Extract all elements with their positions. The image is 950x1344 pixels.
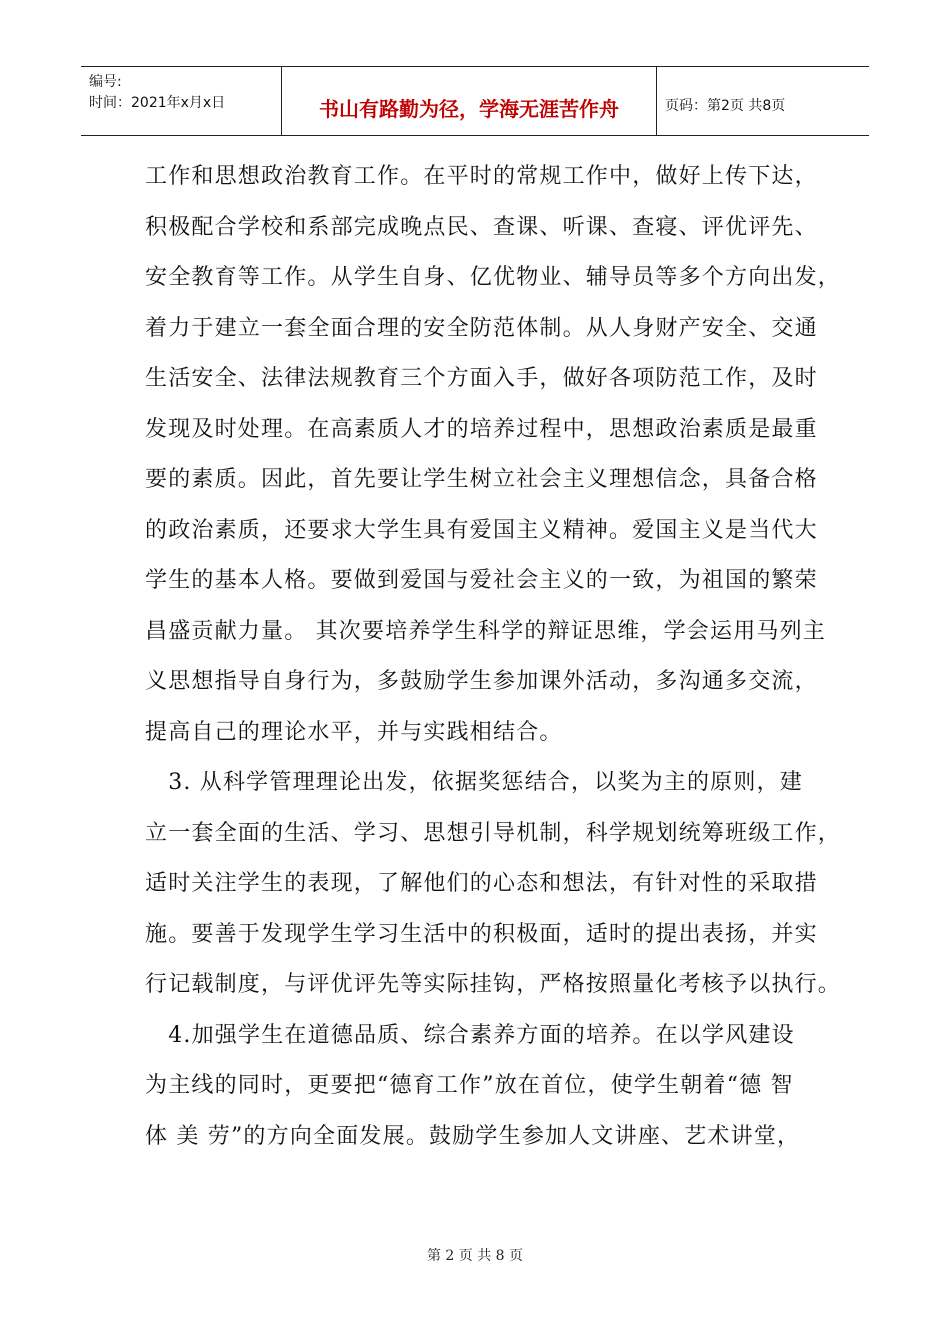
header-motto-cell [282,67,657,135]
page-info: 页码：第2页 共8页 [665,98,786,114]
time-label: 时间：2021年x月x日 [89,95,226,111]
text-line: 立一套全面的生活、学习、思想引导机制，科学规划统筹班级工作， [145,820,842,846]
text-line: 为主线的同时，更要把“德育工作”放在首位，使学生朝着“德 智 [145,1073,794,1098]
text-line: 行记载制度，与评优评先等实际挂钩，严格按照量化考核予以执行。 [145,972,842,997]
text-line: 学生的基本人格。要做到爱国与爱社会主义的一致，为祖国的繁荣 [145,568,818,593]
header-meta [81,67,282,135]
text-line: 的政治素质，还要求大学生具有爱国主义精神。爱国主义是当代大 [145,517,818,543]
text-line: 昌盛贡献力量。 其次要培养学生科学的辩证思维，学会运用马列主 [145,618,826,644]
text-line: 安全教育等工作。从学生自身、亿优物业、辅导员等多个方向出发， [145,265,842,290]
text-line: 义思想指导自身行为，多鼓励学生参加课外活动，多沟通多交流， [145,669,818,694]
text-line: 着力于建立一套全面合理的安全防范体制。从人身财产安全、交通 [145,315,818,341]
text-line: 积极配合学校和系部完成晚点民、查课、听课、查寝、评优评先、 [145,214,818,240]
text-line: 要的素质。因此，首先要让学生树立社会主义理想信念，具备合格 [145,467,818,492]
text-line: 发现及时处理。在高素质人才的培养过程中，思想政治素质是最重 [145,416,818,442]
page-header [81,66,869,136]
text-line: 适时关注学生的表现，了解他们的心态和想法，有针对性的采取措 [145,871,818,896]
text-line: 施。要善于发现学生学习生活中的积极面，适时的提出表扬，并实 [145,921,818,947]
text-line: 3. 从科学管理理论出发，依据奖惩结合，以奖为主的原则，建 [145,770,803,795]
code-label: 编号: [89,74,122,90]
page-footer: 第 2 页 共 8 页 [426,1248,524,1264]
motto: 书山有路勤为径，学海无涯苦作舟 [319,97,619,121]
text-line: 提高自己的理论水平，并与实践相结合。 [145,719,563,745]
text-line: 4.加强学生在道德品质、综合素养方面的培养。在以学风建设 [145,1022,795,1048]
header-page-cell [657,67,869,135]
text-line: 体 美 劳”的方向全面发展。鼓励学生参加人文讲座、艺术讲堂， [145,1123,801,1149]
text-line: 生活安全、法律法规教育三个方面入手，做好各项防范工作，及时 [145,366,818,391]
text-line: 工作和思想政治教育工作。在平时的常规工作中，做好上传下达， [145,164,818,189]
document-body [145,152,842,1162]
